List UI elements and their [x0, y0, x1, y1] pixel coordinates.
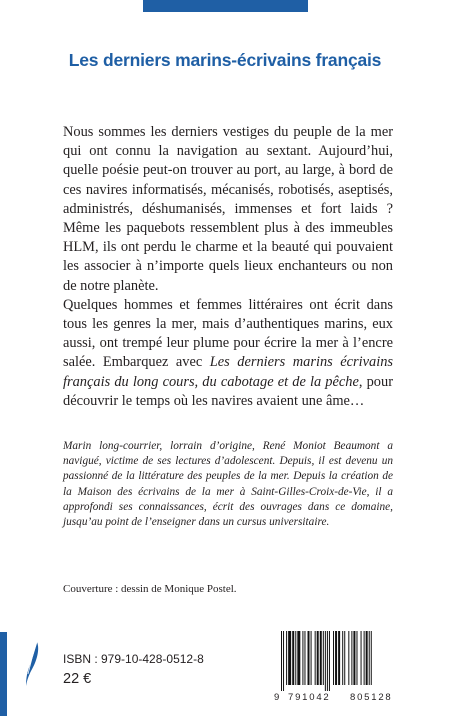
back-cover-text [63, 123, 393, 411]
left-accent-bar [0, 632, 7, 716]
isbn: ISBN : 979-10-428-0512-8 [63, 652, 204, 666]
barcode-left-digits: 791042 [288, 692, 331, 703]
paragraph-1: Nous sommes les derniers vestiges du peuple de la mer qui ont connu la navigation au sextant. Aujourd’hui, quelle poésie peut-on trouver au port, au large, à bord de ces navires informatisés, mécanisés, robotisés, aseptisés, administrés, déshumanisés, immenses et fort laids ? Même les paquebots ressemblent plus à des immeubles HLM, ils ont perdu le charme et la beauté qui pouvaient les associer à n’importe quels lieux enchanteurs ou non de notre planète. [63, 124, 393, 294]
author-bio: Marin long-courrier, lorrain d’origine, René Moniot Beaumont a navigué, victime de ses lectures d’adolescent. Depuis, il est devenu un passionné de la littérature des peuples de la mer. Depuis la création de la Maison des écrivains de la mer à Saint-Gilles-Croix-de-Vie, il a approfondi ses connaissances, écrit des ouvrages dans ce domaine, jusqu’au point de l’enseigner dans un cursus universitaire. [63, 440, 393, 529]
barcode-bars [281, 631, 414, 691]
price: 22 € [63, 671, 92, 687]
paragraph-2-start: Quelques hommes et femmes littéraires ont écrit dans tous les genres la mer, mais d’authentiques marins, eux aussi, ont trempé leur plume pour écrire la mer à l’encre salée. Embarquez avec [63, 296, 393, 371]
paragraph-2 [63, 296, 393, 411]
barcode [274, 631, 414, 706]
top-accent-bar [143, 0, 308, 12]
book-title: Les derniers marins-écrivains français [68, 50, 382, 70]
quill-icon [24, 641, 40, 687]
paragraph-2-book-title: Les derniers marins écrivains français du long cours, du cabotage et de la pêche [63, 354, 393, 390]
barcode-first-digit: 9 [274, 692, 282, 703]
paragraph-2-end: , pour découvrir le temps où les navires avaient une âme… [63, 373, 393, 409]
barcode-right-digits: 805128 [350, 692, 393, 703]
cover-credit: Couverture : dessin de Monique Postel. [63, 583, 237, 595]
